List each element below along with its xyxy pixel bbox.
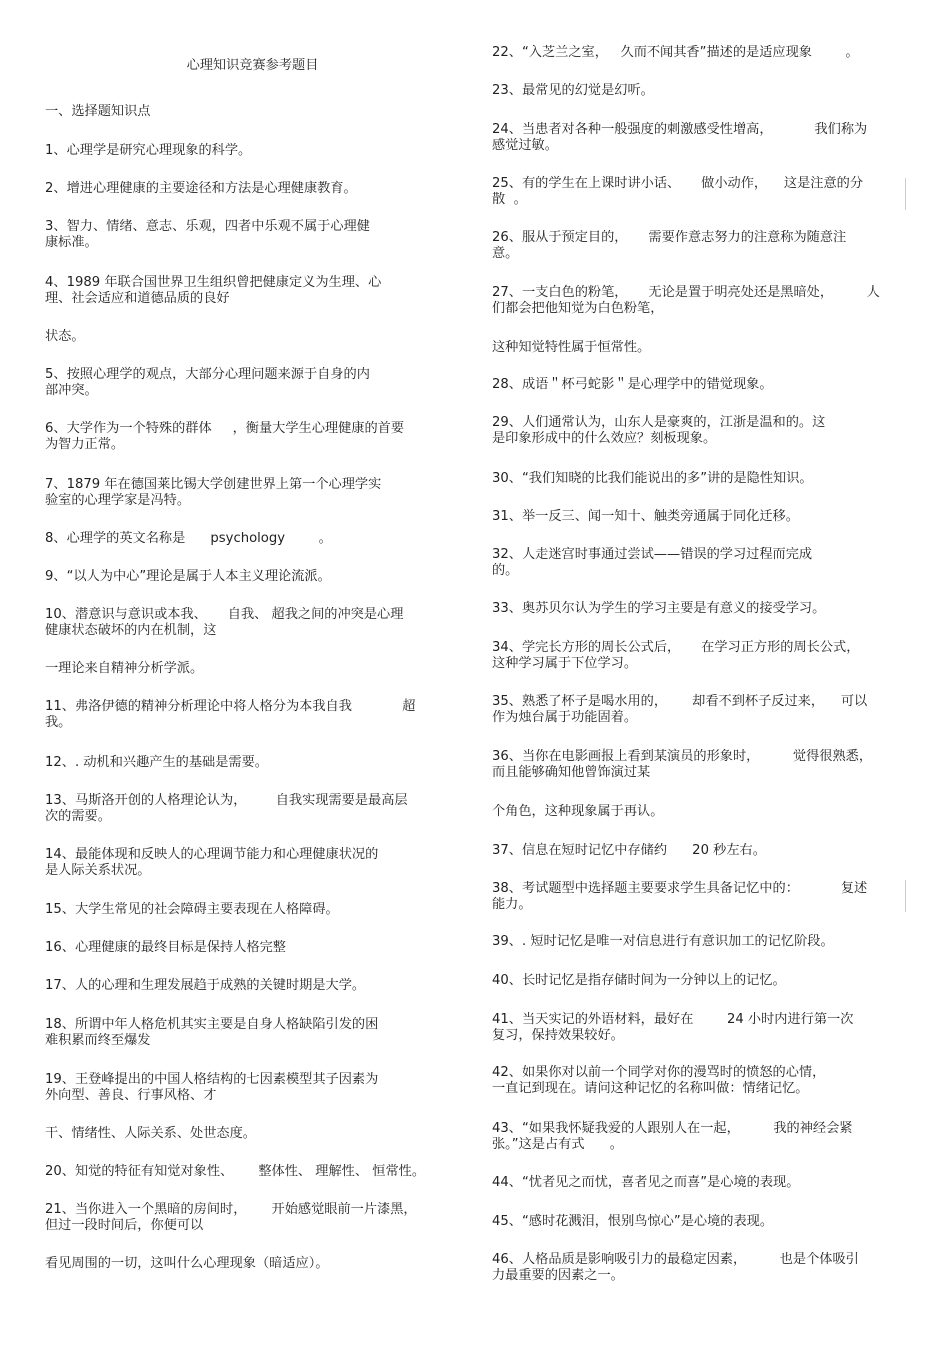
question-item: 18、所谓中年人格危机其实主要是自身人格缺陷引发的困 难积累而终至爆发 [45, 1017, 379, 1048]
question-item: 39、. 短时记忆是唯一对信息进行有意识加工的记忆阶段。 [492, 934, 834, 949]
question-item: 43、“如果我怀疑我爱的人跟别人在一起， 我的神经会紧 张。”这是占有式 。 [492, 1121, 853, 1152]
question-item: 12、. 动机和兴趣产生的基础是需要。 [45, 755, 268, 770]
question-item-continuation: 一理论来自精神分析学派。 [45, 661, 204, 676]
question-item-continuation: 看见周围的一切，这叫什么心理现象（暗适应）。 [45, 1256, 329, 1271]
question-item-continuation: 这种知觉特性属于恒常性。 [492, 340, 651, 355]
question-item: 41、当天实记的外语材料，最好在 24 小时内进行第一次 复习，保持效果较好。 [492, 1012, 854, 1043]
question-item: 14、最能体现和反映人的心理调节能力和心理健康状况的 是人际关系状况。 [45, 847, 379, 878]
question-item: 1、心理学是研究心理现象的科学。 [45, 143, 252, 158]
document-title: 心理知识竞赛参考题目 [186, 58, 319, 73]
question-item: 42、如果你对以前一个同学对你的漫骂时的愤怒的心情， 一直记到现在。请问这种记忆的名称叫做：情绪记忆。 [492, 1065, 826, 1096]
scan-edge-mark [905, 178, 906, 210]
scan-edge-mark [905, 880, 906, 912]
question-item: 7、1879 年在德国莱比锡大学创建世界上第一个心理学实 验室的心理学家是冯特。 [45, 477, 382, 508]
question-item: 31、举一反三、闻一知十、触类旁通属于同化迁移。 [492, 509, 799, 524]
question-item: 32、人走迷宫时事通过尝试——错误的学习过程而完成 的。 [492, 547, 813, 578]
question-item: 46、人格品质是影响吸引力的最稳定因素， 也是个体吸引 力最重要的因素之一。 [492, 1252, 859, 1283]
question-item: 23、最常见的幻觉是幻听。 [492, 83, 654, 98]
question-item: 6、大学作为一个特殊的群体 ，衡量大学生心理健康的首要 为智力正常。 [45, 421, 405, 452]
question-item: 27、一支白色的粉笔， 无论是置于明亮处还是黑暗处， 人 们都会把他知觉为白色粉笔， [492, 285, 880, 316]
question-item: 30、“我们知晓的比我们能说出的多”讲的是隐性知识。 [492, 471, 813, 486]
question-item: 34、学完长方形的周长公式后， 在学习正方形的周长公式， 这种学习属于下位学习。 [492, 640, 860, 671]
question-item: 45、“感时花溅泪，恨别鸟惊心”是心境的表现。 [492, 1214, 774, 1229]
question-item: 3、智力、情绪、意志、乐观，四者中乐观不属于心理健 康标准。 [45, 219, 370, 250]
question-item-continuation: 干、情绪性、人际关系、处世态度。 [45, 1126, 256, 1141]
question-item: 25、有的学生在上课时讲小话、 做小动作， 这是注意的分 散 。 [492, 176, 864, 207]
question-item-continuation: 个角色，这种现象属于再认。 [492, 804, 664, 819]
question-item: 38、考试题型中选择题主要要求学生具备记忆中的： 复述 能力。 [492, 881, 868, 912]
question-item: 35、熟悉了杯子是喝水用的， 却看不到杯子反过来， 可以 作为烛台属于功能固着。 [492, 694, 868, 725]
question-item: 16、心理健康的最终目标是保持人格完整 [45, 940, 286, 955]
question-item-continuation: 状态。 [45, 329, 85, 344]
question-item: 26、服从于预定目的， 需要作意志努力的注意称为随意注 意。 [492, 230, 847, 261]
question-item: 11、弗洛伊德的精神分析理论中将人格分为本我自我 超 我。 [45, 699, 416, 730]
question-item: 9、“以人为中心”理论是属于人本主义理论流派。 [45, 569, 331, 584]
question-item: 17、人的心理和生理发展趋于成熟的关键时期是大学。 [45, 978, 366, 993]
question-item: 8、心理学的英文名称是 psychology 。 [45, 531, 332, 546]
question-item: 19、王登峰提出的中国人格结构的七因素模型其子因素为 外向型、善良、行事风格、才 [45, 1072, 379, 1103]
question-item: 21、当你进入一个黑暗的房间时， 开始感觉眼前一片漆黑， 但过一段时间后，你便可以 [45, 1202, 417, 1233]
question-item: 5、按照心理学的观点，大部分心理问题来源于自身的内 部冲突。 [45, 367, 370, 398]
question-item: 13、马斯洛开创的人格理论认为， 自我实现需要是最高层 次的需要。 [45, 793, 408, 824]
question-item: 2、增进心理健康的主要途径和方法是心理健康教育。 [45, 181, 357, 196]
question-item: 15、大学生常见的社会障碍主要表现在人格障碍。 [45, 902, 339, 917]
question-item: 40、长时记忆是指存储时间为一分钟以上的记忆。 [492, 973, 786, 988]
question-item: 24、当患者对各种一般强度的刺激感受性增高， 我们称为 感觉过敏。 [492, 122, 868, 153]
question-item: 37、信息在短时记忆中存储约 20 秒左右。 [492, 843, 766, 858]
question-item: 20、知觉的特征有知觉对象性、 整体性、 理解性、 恒常性。 [45, 1164, 426, 1179]
section-heading: 一、选择题知识点 [45, 104, 151, 119]
question-item: 10、潜意识与意识或本我、 自我、 超我之间的冲突是心理 健康状态破坏的内在机制，这 [45, 607, 404, 638]
question-item: 29、人们通常认为，山东人是豪爽的，江浙是温和的。这 是印象形成中的什么效应？刻板现象。 [492, 415, 826, 446]
question-item: 36、当你在电影画报上看到某演员的形象时， 觉得很熟悉， 而且能够确知他曾饰演过某 [492, 749, 873, 780]
question-item: 4、1989 年联合国世界卫生组织曾把健康定义为生理、心 理、社会适应和道德品质的良好 [45, 275, 382, 306]
question-item: 33、奥苏贝尔认为学生的学习主要是有意义的接受学习。 [492, 601, 826, 616]
question-item: 44、“忧者见之而忧，喜者见之而喜”是心境的表现。 [492, 1175, 800, 1190]
question-item: 22、“入芝兰之室， 久而不闻其香”描述的是适应现象 。 [492, 45, 859, 60]
question-item: 28、成语＂杯弓蛇影＂是心理学中的错觉现象。 [492, 377, 773, 392]
